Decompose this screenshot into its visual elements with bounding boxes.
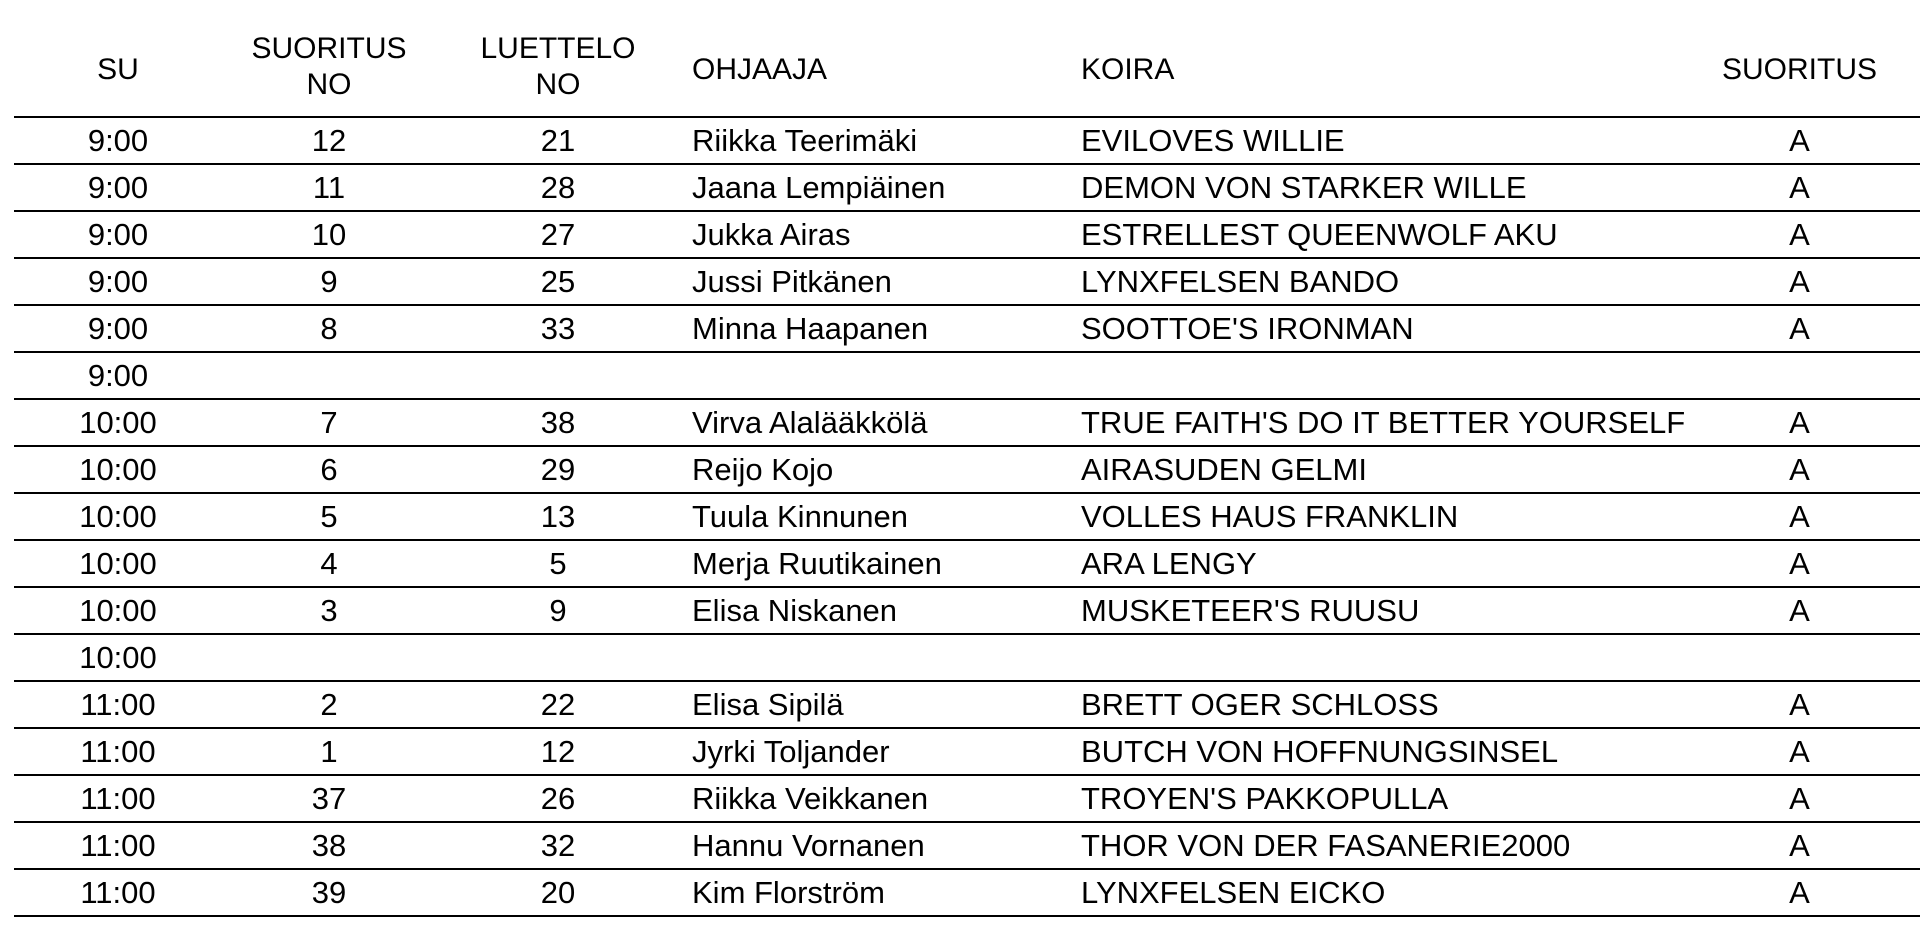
cell-su: 10:00 xyxy=(79,404,157,440)
cell-suoritus-no: 9 xyxy=(320,263,338,299)
cell-luettelo-no: 26 xyxy=(540,780,576,816)
cell-su: 9:00 xyxy=(87,122,149,158)
cell-luettelo-no: 28 xyxy=(540,169,576,205)
cell-suoritus-no: 8 xyxy=(320,310,338,346)
cell-suoritus-no: 5 xyxy=(320,498,338,534)
header-suoritus-no-line2: NO xyxy=(306,68,352,101)
cell-su: 9:00 xyxy=(87,357,149,393)
cell-suoritus: A xyxy=(1789,592,1810,628)
cell-suoritus: A xyxy=(1789,827,1810,863)
cell-koira: LYNXFELSEN BANDO xyxy=(1081,263,1400,299)
cell-suoritus-no: 7 xyxy=(320,404,338,440)
cell-suoritus: A xyxy=(1789,451,1810,487)
table-row xyxy=(14,447,1920,494)
schedule-table xyxy=(14,22,1920,917)
cell-su: 9:00 xyxy=(87,310,149,346)
cell-suoritus: A xyxy=(1789,686,1810,722)
cell-ohjaaja: Elisa Niskanen xyxy=(692,592,898,628)
cell-koira: MUSKETEER'S RUUSU xyxy=(1081,592,1420,628)
cell-ohjaaja: Jukka Airas xyxy=(692,216,851,252)
cell-su: 10:00 xyxy=(79,592,157,628)
cell-ohjaaja: Jaana Lempiäinen xyxy=(692,169,946,205)
cell-luettelo-no: 29 xyxy=(540,451,576,487)
table-row xyxy=(14,870,1920,917)
cell-ohjaaja: Merja Ruutikainen xyxy=(692,545,942,581)
cell-luettelo-no: 22 xyxy=(540,686,576,722)
table-row xyxy=(14,541,1920,588)
cell-ohjaaja: Elisa Sipilä xyxy=(692,686,844,722)
cell-luettelo-no: 33 xyxy=(540,310,576,346)
cell-suoritus-no: 2 xyxy=(320,686,338,722)
cell-su: 10:00 xyxy=(79,545,157,581)
cell-ohjaaja: Kim Florström xyxy=(692,874,885,910)
table-row xyxy=(14,353,1920,400)
cell-suoritus: A xyxy=(1789,122,1810,158)
cell-luettelo-no: 9 xyxy=(549,592,567,628)
cell-su: 10:00 xyxy=(79,498,157,534)
cell-suoritus-no: 3 xyxy=(320,592,338,628)
cell-koira: LYNXFELSEN EICKO xyxy=(1081,874,1386,910)
cell-koira: TRUE FAITH'S DO IT BETTER YOURSELF xyxy=(1081,404,1686,440)
cell-suoritus: A xyxy=(1789,874,1810,910)
header-luettelo-no-line1: LUETTELO xyxy=(480,32,636,65)
table-row xyxy=(14,212,1920,259)
cell-suoritus: A xyxy=(1789,545,1810,581)
cell-su: 11:00 xyxy=(80,780,156,816)
cell-koira: VOLLES HAUS FRANKLIN xyxy=(1081,498,1459,534)
table-row xyxy=(14,729,1920,776)
cell-luettelo-no: 38 xyxy=(540,404,576,440)
table-row xyxy=(14,118,1920,165)
cell-suoritus: A xyxy=(1789,733,1810,769)
cell-suoritus: A xyxy=(1789,310,1810,346)
cell-suoritus: A xyxy=(1789,216,1810,252)
table-row xyxy=(14,776,1920,823)
cell-su: 11:00 xyxy=(80,874,156,910)
cell-ohjaaja: Minna Haapanen xyxy=(692,310,929,346)
table-row xyxy=(14,306,1920,353)
header-ohjaaja: OHJAAJA xyxy=(692,53,828,86)
cell-su: 11:00 xyxy=(80,827,156,863)
cell-suoritus-no: 38 xyxy=(311,827,347,863)
table-header xyxy=(14,22,1920,118)
cell-luettelo-no: 13 xyxy=(540,498,576,534)
cell-luettelo-no: 27 xyxy=(540,216,576,252)
cell-su: 11:00 xyxy=(80,686,156,722)
cell-ohjaaja: Reijo Kojo xyxy=(692,451,834,487)
cell-ohjaaja: Riikka Veikkanen xyxy=(692,780,929,816)
cell-suoritus: A xyxy=(1789,780,1810,816)
table-row xyxy=(14,682,1920,729)
cell-luettelo-no: 25 xyxy=(540,263,576,299)
cell-luettelo-no: 5 xyxy=(549,545,567,581)
cell-koira: BUTCH VON HOFFNUNGSINSEL xyxy=(1081,733,1559,769)
cell-koira: EVILOVES WILLIE xyxy=(1081,122,1345,158)
cell-luettelo-no: 12 xyxy=(540,733,576,769)
header-suoritus-no-line1: SUORITUS xyxy=(251,32,407,65)
cell-su: 9:00 xyxy=(87,169,149,205)
cell-suoritus: A xyxy=(1789,169,1810,205)
header-luettelo-no xyxy=(436,31,680,107)
table-row xyxy=(14,588,1920,635)
cell-luettelo-no: 20 xyxy=(540,874,576,910)
cell-suoritus-no: 39 xyxy=(311,874,347,910)
header-su: SU xyxy=(97,53,139,86)
cell-koira: TROYEN'S PAKKOPULLA xyxy=(1081,780,1449,816)
cell-suoritus-no: 6 xyxy=(320,451,338,487)
cell-koira: THOR VON DER FASANERIE2000 xyxy=(1081,827,1571,863)
cell-suoritus-no: 4 xyxy=(320,545,338,581)
table-row xyxy=(14,165,1920,212)
header-suoritus-no xyxy=(222,31,436,107)
table-body xyxy=(14,118,1920,917)
cell-suoritus-no: 11 xyxy=(312,169,346,205)
cell-luettelo-no: 32 xyxy=(540,827,576,863)
cell-su: 10:00 xyxy=(79,639,157,675)
cell-koira: ESTRELLEST QUEENWOLF AKU xyxy=(1081,216,1558,252)
cell-suoritus: A xyxy=(1789,498,1810,534)
cell-ohjaaja: Hannu Vornanen xyxy=(692,827,925,863)
cell-ohjaaja: Jyrki Toljander xyxy=(692,733,890,769)
cell-suoritus-no: 10 xyxy=(311,216,347,252)
table-row xyxy=(14,635,1920,682)
cell-luettelo-no: 21 xyxy=(540,122,576,158)
header-koira: KOIRA xyxy=(1081,53,1175,86)
cell-ohjaaja: Virva Alalääkkölä xyxy=(692,404,928,440)
cell-ohjaaja: Riikka Teerimäki xyxy=(692,122,918,158)
header-luettelo-no-line2: NO xyxy=(535,68,581,101)
cell-suoritus: A xyxy=(1789,404,1810,440)
cell-suoritus-no: 37 xyxy=(311,780,347,816)
cell-koira: ARA LENGY xyxy=(1081,545,1257,581)
cell-su: 9:00 xyxy=(87,216,149,252)
cell-ohjaaja: Jussi Pitkänen xyxy=(692,263,892,299)
table-row xyxy=(14,400,1920,447)
cell-su: 10:00 xyxy=(79,451,157,487)
cell-koira: SOOTTOE'S IRONMAN xyxy=(1081,310,1414,346)
cell-koira: AIRASUDEN GELMI xyxy=(1081,451,1367,487)
cell-ohjaaja: Tuula Kinnunen xyxy=(692,498,909,534)
cell-suoritus-no: 12 xyxy=(311,122,347,158)
table-row xyxy=(14,494,1920,541)
table-row xyxy=(14,259,1920,306)
cell-suoritus: A xyxy=(1789,263,1810,299)
cell-koira: DEMON VON STARKER WILLE xyxy=(1081,169,1527,205)
header-suoritus: SUORITUS xyxy=(1721,53,1877,86)
table-row xyxy=(14,823,1920,870)
cell-koira: BRETT OGER SCHLOSS xyxy=(1081,686,1439,722)
cell-su: 9:00 xyxy=(87,263,149,299)
cell-su: 11:00 xyxy=(80,733,156,769)
cell-suoritus-no: 1 xyxy=(320,733,338,769)
